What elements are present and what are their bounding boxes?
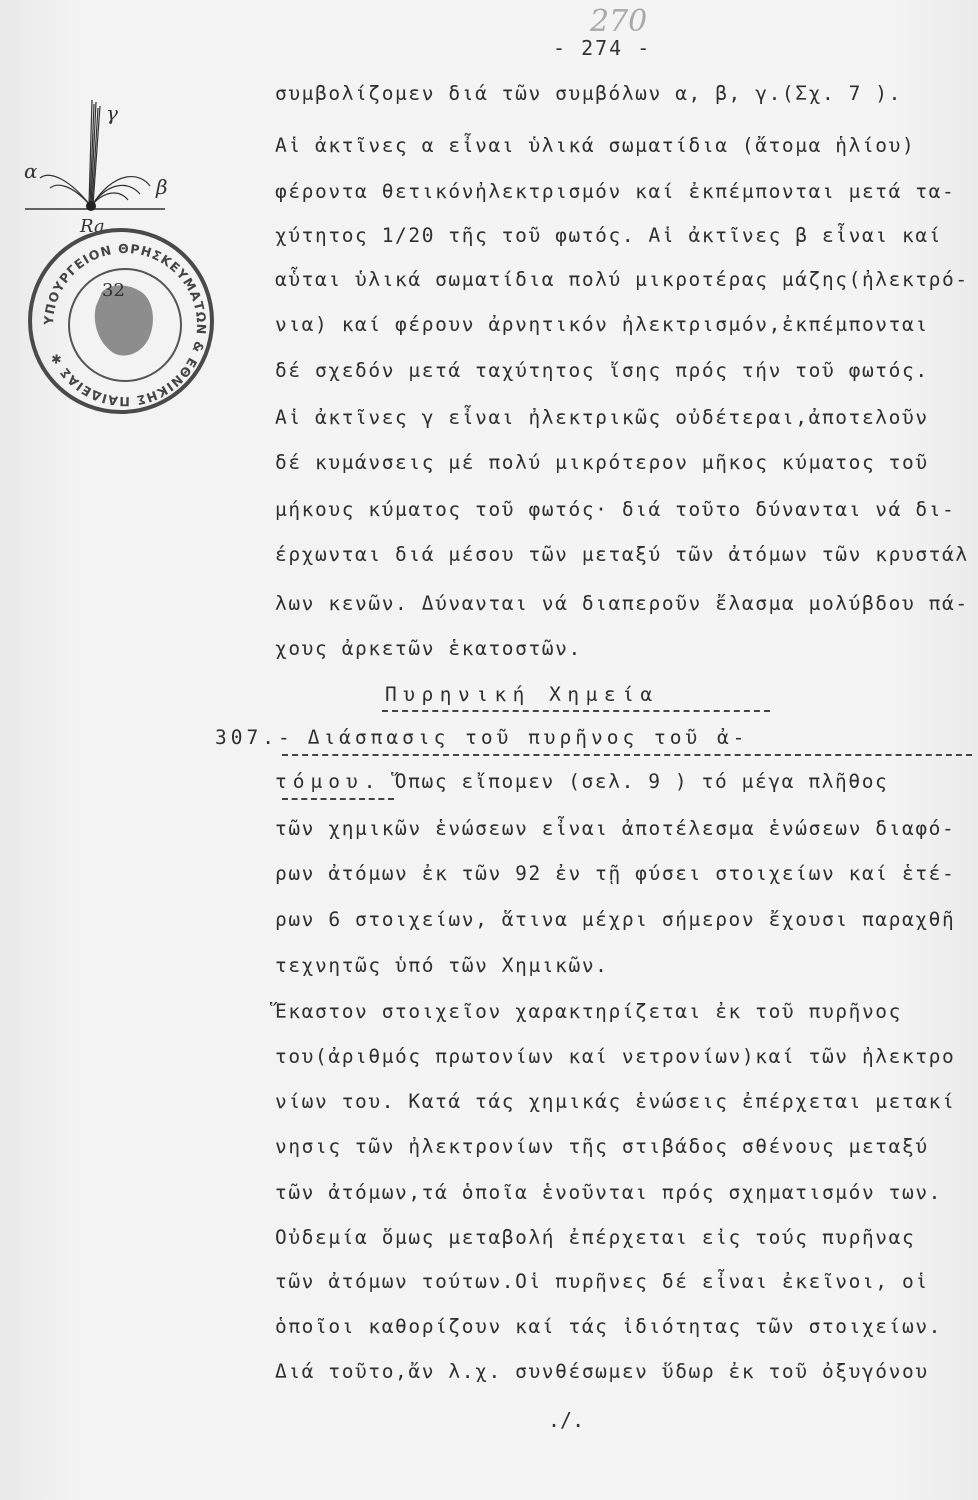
- label-beta: β: [156, 175, 168, 199]
- text-line: αὗται ὑλικά σωματίδια πολύ μικροτέρας μάζης(ἠλεκτρό-: [275, 268, 969, 291]
- text-line: έρχωνται διά μέσου τῶν μεταξύ τῶν ἀτόμων τῶν κρυστάλ: [275, 543, 969, 566]
- section-number: 307.-: [215, 726, 294, 749]
- text-line: νίων του. Κατά τάς χημικάς ἑνώσεις ἐπέρχεται μετακί: [275, 1090, 956, 1113]
- text-line: Αἱ ἀκτῖνες α εἶναι ὑλικά σωματίδια (ἄτομα ἡλίου): [275, 134, 916, 157]
- typed-page-number: - 274 -: [553, 36, 652, 60]
- text-line: λων κενῶν. Δύνανται νά διαπεροῦν ἔλασμα μολύβδου πά-: [275, 592, 969, 615]
- text-line: νησις τῶν ἠλεκτρονίων τῆς στιβάδος σθένους μεταξύ: [275, 1135, 929, 1158]
- text-line: φέροντα θετικόνἠλεκτρισμόν καί ἐκπέμπονται μετά τα-: [275, 180, 956, 203]
- text-line: Διά τοῦτο,ἄν λ.χ. συνθέσωμεν ὕδωρ ἐκ τοῦ ὀξυγόνου: [275, 1360, 929, 1383]
- text-line: μήκους κύματος τοῦ φωτός· διά τοῦτο δύνανται νά δι-: [275, 498, 956, 521]
- text-line: Οὐδεμία ὅμως μεταβολή ἐπέρχεται εἰς τούς πυρῆνας: [275, 1226, 916, 1249]
- section-title-underline: [282, 754, 972, 756]
- text-line: τεχνητῶς ὑπό τῶν Χημικῶν.: [275, 954, 609, 977]
- text-line: τῶν χημικῶν ἑνώσεων εἶναι ἀποτέλεσμα ἑνώσεων διαφό-: [275, 817, 956, 840]
- label-ra: Ra: [80, 216, 105, 237]
- text-line: Αἱ ἀκτῖνες γ εἶναι ἠλεκτρικῶς οὐδέτεραι,ἀποτελοῦν: [275, 406, 929, 429]
- section-heading: Πυρηνική Χημεία: [385, 683, 659, 706]
- section-title-line2: [275, 770, 975, 793]
- text-line: νια) καί φέρουν ἀρνητικόν ἠλεκτρισμόν,ἐκπέμπονται: [275, 313, 929, 336]
- text-line: δέ κυμάνσεις μέ πολύ μικρότερον μῆκος κύματος τοῦ: [275, 451, 929, 474]
- ministry-stamp: [28, 228, 214, 414]
- text-line: ρων ἀτόμων ἐκ τῶν 92 ἐν τῇ φύσει στοιχείων καί ἑτέ-: [275, 862, 956, 885]
- text-line: χους ἀρκετῶν ἑκατοστῶν.: [275, 637, 582, 660]
- heading-underline: [382, 710, 770, 712]
- label-gamma: γ: [106, 101, 118, 125]
- handwritten-page-number: 270: [590, 4, 648, 39]
- text-line: χύτητος 1/20 τῆς τοῦ φωτός. Αἱ ἀκτῖνες β εἶναι καί: [275, 224, 942, 247]
- text-line: δέ σχεδόν μετά ταχύτητος ἴσης πρός τήν τοῦ φωτός.: [275, 359, 929, 382]
- text-line: ὁποῖοι καθορίζουν καί τάς ἰδιότητας τῶν στοιχείων.: [275, 1315, 942, 1338]
- text-line: Ἕκαστον στοιχεῖον χαρακτηρίζεται ἐκ τοῦ πυρῆνος: [275, 1000, 902, 1023]
- text-line: του(ἀριθμός πρωτονίων καί νετρονίων)καί τῶν ἠλεκτρο: [275, 1045, 956, 1068]
- section-title2-underline: [282, 798, 394, 800]
- stamp-ring-text: ΥΠΟΥΡΓΕΙΟΝ ΘΡΗΣΚΕΥΜΑΤΩΝ & ΕΘΝΙΚΗΣ ΠΑΙΔΕΙΑΣ ✱: [40, 240, 210, 410]
- section-title-line1: [215, 726, 915, 749]
- text-line: τῶν ἀτόμων τούτων.Οἱ πυρῆνες δέ εἶναι ἐκεῖνοι, οἱ: [275, 1270, 929, 1293]
- section-title-continued: τόμου.: [275, 770, 382, 793]
- text-line: τῶν ἀτόμων,τά ὁποῖα ἑνοῦνται πρός σχηματισμόν των.: [275, 1181, 942, 1204]
- text-line: Ὅπως εἴπομεν (σελ. 9 ) τό μέγα πλῆθος: [394, 770, 889, 793]
- text-line: συμβολίζομεν διά τῶν συμβόλων α, β, γ.(Σχ. 7 ).: [275, 82, 902, 105]
- text-line: ρων 6 στοιχείων, ἅτινα μέχρι σήμερον ἔχουσι παραχθῆ: [275, 908, 956, 931]
- label-alpha: α: [24, 159, 38, 183]
- radiation-source-icon: [86, 201, 96, 211]
- section-title: Διάσπασις τοῦ πυρῆνος τοῦ ἀ-: [307, 726, 749, 749]
- stamp-center-number: 32: [102, 280, 125, 301]
- continuation-mark: ./.: [548, 1408, 585, 1432]
